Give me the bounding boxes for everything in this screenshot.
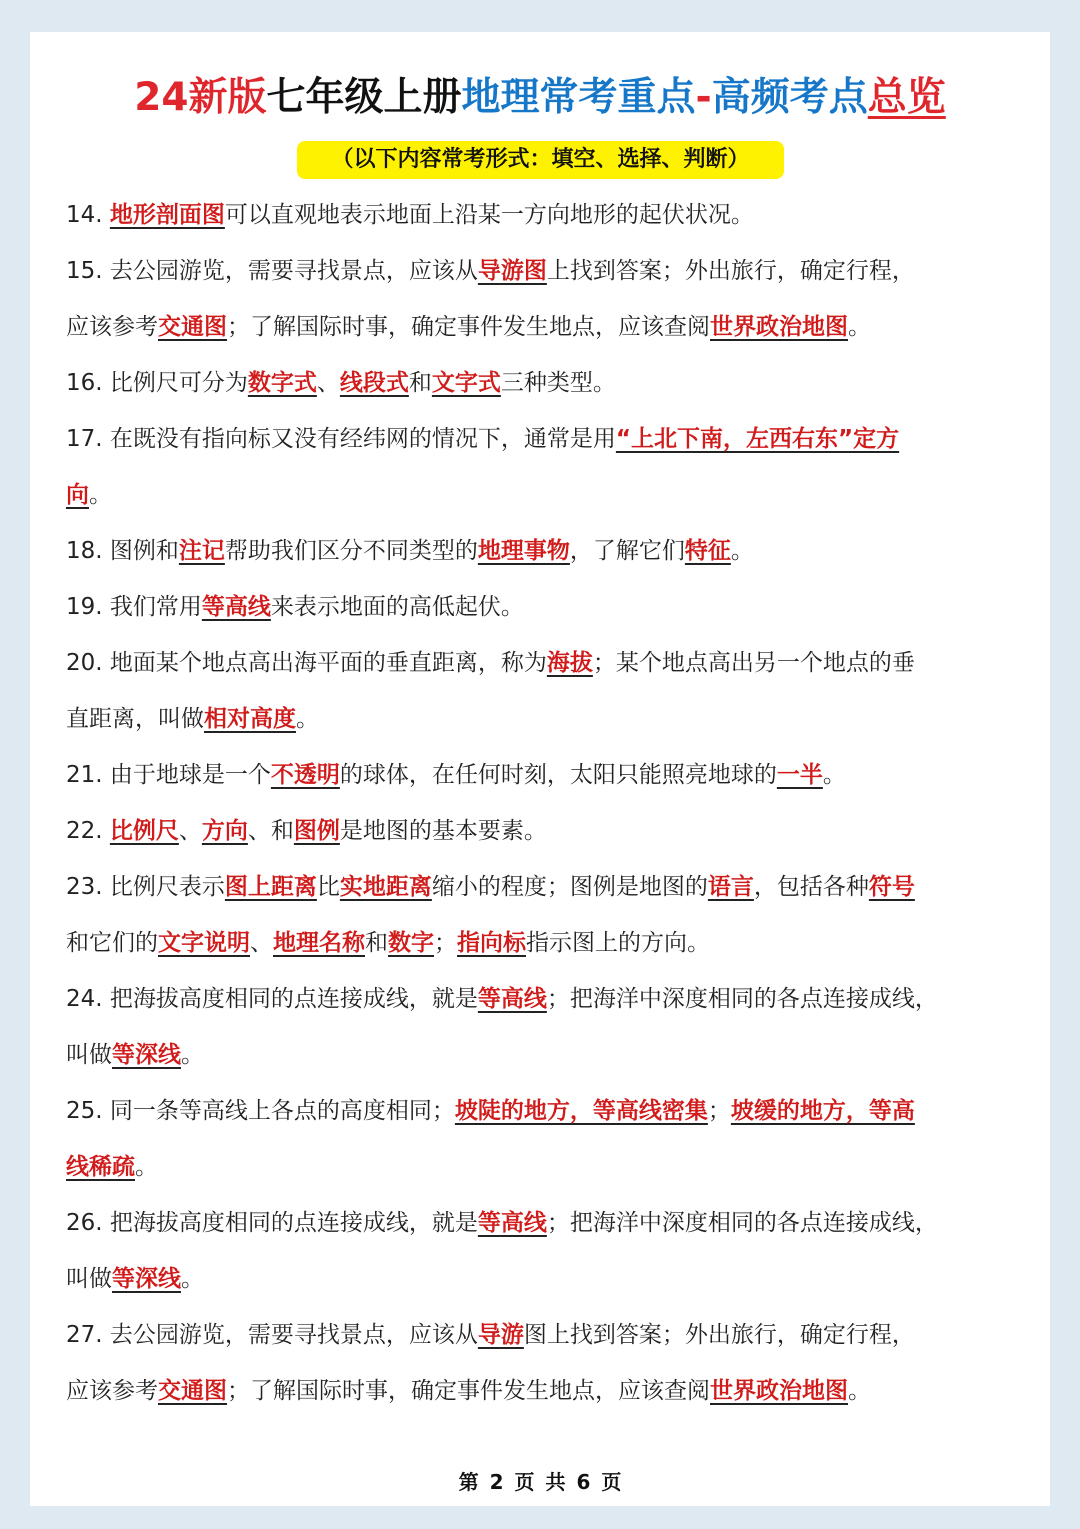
line-text: 27. 去公园游览，需要寻找景点，应该从 — [66, 1322, 478, 1348]
line-text: ；把海洋中深度相同的各点连接成线， — [546, 986, 938, 1012]
line-text: 、 — [178, 818, 202, 844]
content-line — [66, 1035, 204, 1075]
line-text: 、和 — [247, 818, 294, 844]
answer-keyword: 语言 — [707, 874, 754, 900]
line-text: 17. 在既没有指向标又没有经纬网的情况下，通常是用 — [66, 426, 616, 452]
answer-keyword: 一半 — [776, 762, 823, 788]
answer-keyword: 坡缓的地方，等高 — [730, 1098, 915, 1124]
answer-keyword: 相对高度 — [204, 706, 296, 732]
line-text: ，了解它们 — [569, 538, 685, 564]
line-text: 和 — [365, 930, 388, 956]
content-line — [66, 587, 524, 627]
answer-keyword: 交通图 — [158, 314, 227, 340]
title-part-5: 高频考点 — [711, 75, 868, 120]
line-text: 叫做 — [66, 1266, 112, 1292]
answer-keyword: 图上距离 — [224, 874, 317, 900]
content-line — [66, 979, 938, 1019]
line-text: 指示图上的方向。 — [526, 930, 710, 956]
answer-keyword: 线段式 — [339, 370, 409, 396]
answer-keyword: 向 — [66, 482, 89, 508]
line-text: 是地图的基本要素。 — [339, 818, 547, 844]
content-line — [66, 1371, 871, 1411]
line-text: 16. 比例尺可分为 — [66, 370, 248, 396]
line-text: 可以直观地表示地面上沿某一方向地形的起伏状况。 — [224, 202, 754, 228]
line-text: 22. — [66, 818, 110, 844]
line-text: 上找到答案；外出旅行，确定行程， — [546, 258, 915, 284]
content-line — [66, 195, 754, 235]
content-line — [66, 699, 319, 739]
answer-keyword: 比例尺 — [109, 818, 179, 844]
footer-word-ye-2: 页 — [601, 1470, 622, 1494]
title-part-4: - — [695, 75, 712, 120]
title-part-3: 地理常考重点 — [461, 75, 696, 120]
content-line — [66, 1147, 158, 1187]
line-text: ；了解国际时事，确定事件发生地点，应该查阅 — [227, 1378, 710, 1404]
subtitle-banner: （以下内容常考形式：填空、选择、判断） — [297, 141, 784, 179]
line-text: 。 — [135, 1154, 158, 1180]
line-text: 直距离，叫做 — [66, 706, 204, 732]
answer-keyword: 地理事物 — [477, 538, 570, 564]
line-text: 叫做 — [66, 1042, 112, 1068]
answer-keyword: 实地距离 — [339, 874, 432, 900]
answer-keyword: 等高线 — [477, 986, 547, 1012]
answer-keyword: 等深线 — [112, 1266, 181, 1292]
footer-word-gong: 共 — [545, 1470, 566, 1494]
line-text: 、 — [316, 370, 340, 396]
answer-keyword: 符号 — [868, 874, 915, 900]
answer-keyword: 等高线 — [477, 1210, 547, 1236]
line-text: 。 — [181, 1042, 204, 1068]
answer-keyword: 导游图 — [477, 258, 547, 284]
content-line — [66, 419, 899, 459]
answer-keyword: 注记 — [178, 538, 225, 564]
answer-keyword: 地形剖面图 — [109, 202, 225, 228]
answer-keyword: 指向标 — [457, 930, 526, 956]
page-footer — [0, 1466, 1080, 1495]
line-text: 19. 我们常用 — [66, 594, 202, 620]
line-text: ；了解国际时事，确定事件发生地点，应该查阅 — [227, 314, 710, 340]
line-text: 的球体，在任何时刻，太阳只能照亮地球的 — [339, 762, 777, 788]
answer-keyword: 世界政治地图 — [710, 1378, 848, 1404]
line-text: ；把海洋中深度相同的各点连接成线， — [546, 1210, 938, 1236]
answer-keyword: 等高线 — [201, 594, 271, 620]
answer-keyword: 特征 — [684, 538, 731, 564]
line-text: 24. 把海拔高度相同的点连接成线，就是 — [66, 986, 478, 1012]
title-part-1: 24新版 — [134, 75, 267, 120]
line-text: 20. 地面某个地点高出海平面的垂直距离，称为 — [66, 650, 547, 676]
line-text: 。 — [730, 538, 754, 564]
line-text: 。 — [181, 1266, 204, 1292]
line-text: 25. 同一条等高线上各点的高度相同； — [66, 1098, 455, 1124]
answer-keyword: 方向 — [201, 818, 248, 844]
line-text: 和它们的 — [66, 930, 158, 956]
answer-keyword: 线稀疏 — [66, 1154, 135, 1180]
content-line — [66, 811, 547, 851]
line-text: 21. 由于地球是一个 — [66, 762, 271, 788]
content-line — [66, 307, 871, 347]
content-line — [66, 1091, 915, 1131]
answer-keyword: 海拔 — [546, 650, 593, 676]
title-part-2: 七年级上册 — [266, 75, 462, 120]
line-text: 。 — [296, 706, 319, 732]
answer-keyword: 地理名称 — [273, 930, 365, 956]
answer-keyword: 交通图 — [158, 1378, 227, 1404]
content-line — [66, 643, 915, 683]
line-text: ； — [707, 1098, 731, 1124]
line-text: 15. 去公园游览，需要寻找景点，应该从 — [66, 258, 478, 284]
answer-keyword: 不透明 — [270, 762, 340, 788]
content-line — [66, 251, 915, 291]
content-line — [66, 1203, 938, 1243]
content-line — [66, 531, 754, 571]
answer-keyword: 坡陡的地方，等高线密集 — [454, 1098, 708, 1124]
line-text: 14. — [66, 202, 110, 228]
line-text: 。 — [89, 482, 112, 508]
content-line — [66, 475, 112, 515]
content-line — [66, 1259, 204, 1299]
content-line — [66, 923, 710, 963]
footer-word-ye: 页 — [514, 1470, 535, 1494]
line-text: 比 — [316, 874, 340, 900]
line-text: 。 — [848, 314, 871, 340]
line-text: 18. 图例和 — [66, 538, 179, 564]
page-title — [0, 70, 1080, 126]
line-text: 缩小的程度；图例是地图的 — [431, 874, 708, 900]
line-text: 来表示地面的高低起伏。 — [270, 594, 524, 620]
line-text: 三种类型。 — [500, 370, 616, 396]
line-text: 26. 把海拔高度相同的点连接成线，就是 — [66, 1210, 478, 1236]
footer-page-number: 2 — [489, 1470, 504, 1494]
answer-keyword: “上北下南，左西右东”定方 — [615, 426, 900, 452]
line-text: 。 — [848, 1378, 871, 1404]
line-text: ；某个地点高出另一个地点的垂 — [592, 650, 915, 676]
line-text: ，包括各种 — [753, 874, 869, 900]
footer-word-di: 第 — [458, 1470, 479, 1494]
line-text: 。 — [822, 762, 846, 788]
line-text: ； — [434, 930, 457, 956]
line-text: 和 — [408, 370, 432, 396]
title-part-6: 总览 — [867, 75, 946, 120]
line-text: 、 — [250, 930, 273, 956]
answer-keyword: 文字说明 — [158, 930, 250, 956]
content-line — [66, 755, 846, 795]
footer-total-pages: 6 — [576, 1470, 591, 1494]
line-text: 应该参考 — [66, 314, 158, 340]
line-text: 帮助我们区分不同类型的 — [224, 538, 478, 564]
answer-keyword: 等深线 — [112, 1042, 181, 1068]
answer-keyword: 导游 — [477, 1322, 524, 1348]
line-text: 23. 比例尺表示 — [66, 874, 225, 900]
answer-keyword: 文字式 — [431, 370, 501, 396]
answer-keyword: 数字 — [388, 930, 434, 956]
content-line — [66, 363, 616, 403]
answer-keyword: 图例 — [293, 818, 340, 844]
answer-keyword: 世界政治地图 — [710, 314, 848, 340]
line-text: 应该参考 — [66, 1378, 158, 1404]
content-line — [66, 867, 915, 907]
answer-keyword: 数字式 — [247, 370, 317, 396]
content-line — [66, 1315, 915, 1355]
line-text: 图上找到答案；外出旅行，确定行程， — [523, 1322, 915, 1348]
